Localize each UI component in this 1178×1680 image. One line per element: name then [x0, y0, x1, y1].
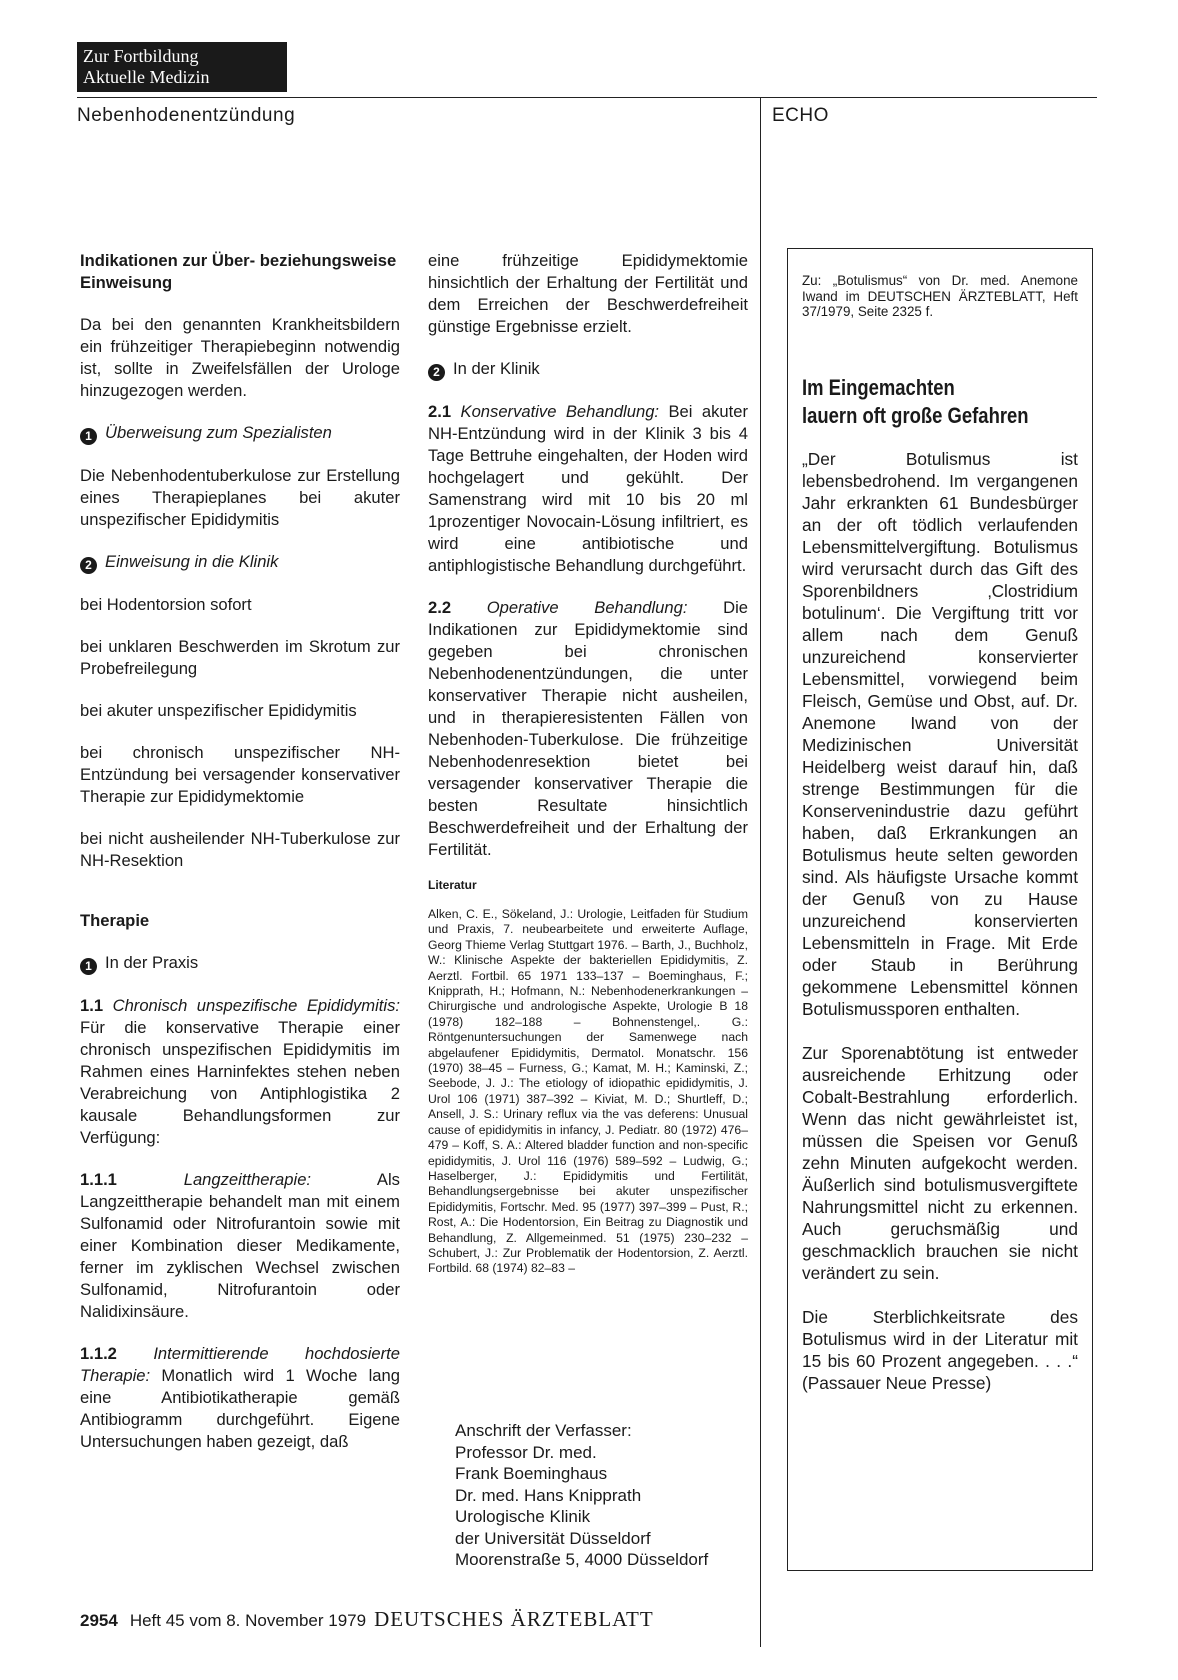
address-line: Moorenstraße 5, 4000 Düsseldorf — [455, 1550, 709, 1569]
number-bullet-2: 2 — [80, 557, 97, 574]
practice-subheading: 1 In der Praxis — [80, 952, 400, 975]
echo-title: ECHO — [772, 105, 829, 126]
echo-paragraph-3: Die Sterblichkeitsrate des Botulismus wird in der Literatur mit 15 bis 60 Prozent angegeben. . . .“ (Passauer Neue Presse) — [802, 1306, 1078, 1393]
paragraph-2-2: 2.2 Operative Behandlung: Die Indikationen zur Epididymektomie sind gegeben bei chronischen Nebenhodenentzündungen, die unter konservativer Therapie nicht ausheilen, und in therapieresistenten Fällen von Nebenhoden-Tuberkulose. Die frühzeitige Nebenhodenresektion bietet bei versagender konservativer Therapie die besten Resultate hinsichtlich Beschwerdefreiheit und der Erhaltung der Fertilität. — [428, 598, 748, 859]
author-address — [455, 1420, 755, 1571]
literature-heading: Literatur — [428, 878, 477, 892]
address-line: Professor Dr. med. — [455, 1442, 597, 1462]
referral-text: Die Nebenhodentuberkulose zur Erstellung eines Therapieplanes bei akuter unspezifischer Epididymitis — [80, 466, 400, 529]
number-bullet-1: 1 — [80, 958, 97, 975]
admission-subheading: 2 Einweisung in die Klinik — [80, 551, 400, 574]
list-item: bei nicht ausheilender NH-Tuberkulose zur NH-Resektion — [80, 829, 400, 870]
article-column-2 — [428, 250, 748, 1277]
number-bullet-2: 2 — [428, 364, 445, 381]
paragraph-1-1-1: 1.1.1 Langzeittherapie: Als Langzeittherapie behandelt man mit einem Sulfonamid oder Nitrofurantoin sowie mit einer Kombination dieser Medikamente, ferner im zyklischen Wechsel zwischen Sulfonamid, Nitrofurantoin oder Nalidixinsäure. — [80, 1170, 400, 1321]
list-item: bei chronisch unspezifischer NH-Entzündung bei versagender konservativer Therapie zur Epididymektomie — [80, 743, 400, 806]
therapy-heading: Therapie — [80, 911, 150, 930]
article-column-1 — [80, 250, 400, 1473]
continued-paragraph: eine frühzeitige Epididymektomie hinsichtlich der Erhaltung der Fertilität und dem Erreichen der Beschwerdefreiheit günstige Ergebnisse erzielt. — [428, 251, 748, 336]
referral-subheading: 1 Überweisung zum Spezialisten — [80, 422, 400, 445]
badge-line-1: Zur Fortbildung — [83, 46, 199, 66]
paragraph-2-1: 2.1 Konservative Behandlung: Bei akuter NH-Entzündung wird in der Klinik 3 bis 4 Tage Bettruhe eingehalten, der Hoden wird hochgelagert und gekühlt. Der Samenstrang wird mit 10 bis 20 ml 1prozentiger Novocain-Lösung infiltriert, es wird eine antibiotische und antiphlogistische Behandlung durchgeführt. — [428, 402, 748, 575]
echo-box — [787, 248, 1093, 1571]
section-badge — [77, 42, 287, 92]
address-line: Dr. med. Hans Knipprath — [455, 1485, 642, 1505]
top-rule — [77, 97, 1097, 98]
list-item: bei Hodentorsion sofort — [80, 595, 252, 614]
clinic-subheading: 2 In der Klinik — [428, 358, 748, 381]
echo-reference: Zu: „Botulismus“ von Dr. med. Anemone Iwand im DEUTSCHEN ÄRZTEBLATT, Heft 37/1979, Seite 2325 f. — [802, 273, 1078, 319]
address-line: Urologische Klinik — [455, 1507, 591, 1526]
list-item: bei akuter unspezifischer Epididymitis — [80, 701, 357, 720]
column-divider — [760, 97, 761, 1647]
page-footer — [80, 1607, 654, 1632]
literature-list: Alken, C. E., Sökeland, J.: Urologie, Leitfaden für Studium und Praxis, 7. neubearbeitete und erweiterte Auflage, Georg Thieme Verlag Stuttgart 1976. – Barth, J., Buchholz, W.: Klinische Aspekte der bakteriellen Epididymitis, Z. Aerztl. Fortbil. 65 1971 133–137 – Boeminghaus, F.; Knipprath, H.; Hofmann, N.: Nebenhodenerkrankungen – Chirurgische und andrologische Aspekte, Urologie B 18 (1978) 182–188 – Bohnenstengel,. G.: Röntgenuntersuchungen der Samenwege nach abgelaufener Epididymitis, Dermatol. Monatschr. 156 (1970) 38–45 – Furness, G.; Kamat, M. H.; Kaminski, Z.; Seebode, J. J.: The etiology of idiopathic epididymitis, J. Urol 106 (1971) 387–392 – Kiviat, M. D.; Shurtleff, D.; Ansell, J. S.: Urinary reflux via the vas deferens: Unusual cause of epididymitis in infancy, J. Pediatr. 80 (1972) 476–479 – Koff, S. A.: Altered bladder function and non-specific epididymitis, J. Urol 116 (1976) 589–592 – Ludwig, G.; Haselberger, J.: Epididymitis und Fertilität, Behandlungsergebnisse bei akuter unspezifischer Epididymitis, Fortschr. Med. 95 (1977) 397–399 – Pust, R.; Rost, A.: Die Hodentorsion, Ein Beitrag zu Diagnostik und Behandlung, Z. Allgemeinmed. 51 (1975) 230–232 – Schubert, J.: Zur Problematik der Hodentorsion, Z. Aerztl. Fortbild. 68 (1974) 82–83 – — [428, 907, 748, 1276]
number-bullet-1: 1 — [80, 428, 97, 445]
paragraph-1-1: 1.1 Chronisch unspezifische Epididymitis: Für die konservative Therapie einer chronisch unspezifischen Epididymitis im Rahmen eines Harninfektes stehen neben Verabreichung von Antiphlogistika 2 kausale Behandlungsformen zur Verfügung: — [80, 996, 400, 1147]
address-line: Anschrift der Verfasser: — [455, 1421, 632, 1440]
intro-paragraph: Da bei den genannten Krankheitsbildern ein frühzeitiger Therapiebeginn notwendig ist, sollte in Zweifelsfällen der Urologe hinzugezogen werden. — [80, 315, 400, 400]
echo-paragraph-2: Zur Sporenabtötung ist entweder ausreichende Erhitzung oder Cobalt-Bestrahlung erforderlich. Wenn das nicht gewährleistet ist, müssen die Speisen vor Genuß zehn Minuten aufgekocht werden. Äußerlich sind botulismusvergiftete Nahrungsmittel nicht zu erkennen. Auch geruchsmäßig und geschmacklich brauchen sie nicht verändert zu sein. — [802, 1042, 1078, 1283]
echo-paragraph-1: „Der Botulismus ist lebensbedrohend. Im vergangenen Jahr erkrankten 61 Bundesbürger an der oft tödlich verlaufenden Lebensmittelvergiftung. Botulismus wird verursacht durch das Gift des Sporenbildners ‚Clostridium botulinum‘. Die Vergiftung tritt vor allem nach dem Genuß unzureichend konservierter Lebensmittel, vorwiegend beim Fleisch, Gemüse und Obst, auf. Dr. Anemone Iwand von der Medizinischen Universität Heidelberg weist darauf hin, daß strenge Bestimmungen für die Konservenindustrie dazu geführt haben, daß Erkrankungen an Botulismus heute selten geworden sind. Als häufigste Ursache kommt der Genuß von zu Hause unzureichend konservierten Lebensmitteln in Frage. Mit Erde oder Staub in Berührung gekommene Lebensmittel können Botulismussporen enthalten. — [802, 448, 1078, 1019]
address-line: Frank Boeminghaus — [455, 1464, 608, 1483]
section-title: Nebenhodenentzündung — [77, 105, 296, 126]
echo-headline: Im Eingemachten lauern oft große Gefahren — [802, 374, 1029, 428]
issue-info: Heft 45 vom 8. November 1979 — [129, 1611, 367, 1630]
indications-heading: Indikationen zur Über- beziehungsweise Einweisung — [80, 251, 397, 292]
paragraph-1-1-2: 1.1.2 Intermittierende hochdosierte Therapie: Monatlich wird 1 Woche lang eine Antibiotikatherapie gemäß Antibiogramm durchgeführt. Eigene Untersuchungen haben gezeigt, daß — [80, 1344, 400, 1451]
page-number: 2954 — [80, 1611, 118, 1630]
address-line: der Universität Düsseldorf — [455, 1528, 651, 1548]
journal-masthead: DEUTSCHES ÄRZTEBLATT — [374, 1607, 654, 1631]
badge-line-2: Aktuelle Medizin — [83, 67, 210, 87]
list-item: bei unklaren Beschwerden im Skrotum zur Probefreilegung — [80, 637, 400, 678]
